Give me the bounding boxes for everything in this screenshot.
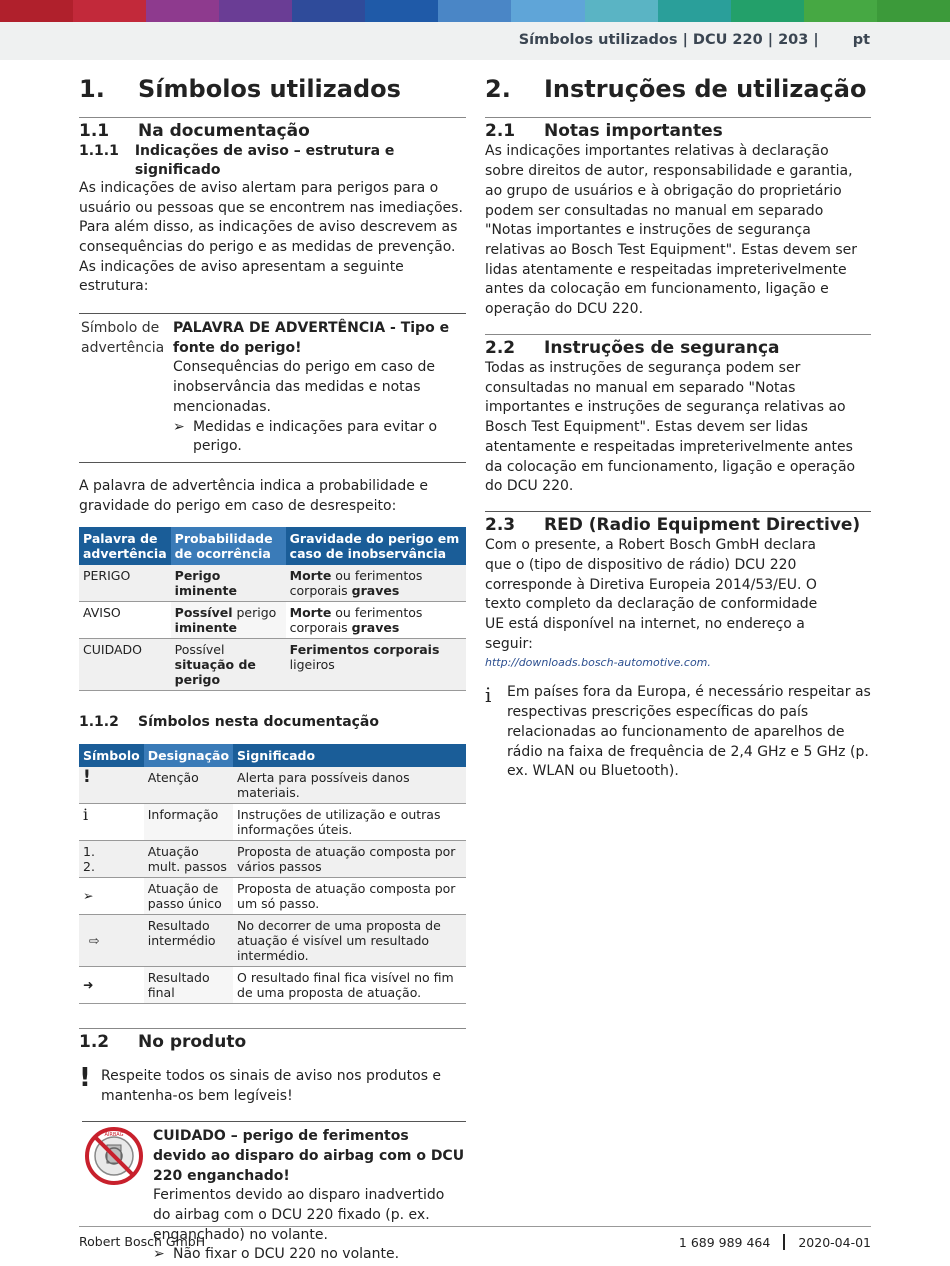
left-column <box>79 74 466 1266</box>
downloads-link[interactable]: http://downloads.bosch-automotive.com. <box>485 656 711 670</box>
bold-arrow-icon: ➜ <box>83 977 94 993</box>
chapter-2-heading: 2. Instruções de utilização <box>485 74 871 118</box>
arrowhead-icon: ➢ <box>83 888 94 904</box>
section-1-1-1-heading: 1.1.1 Indicações de aviso – estrutura e significado <box>79 143 395 178</box>
section-2-3-heading: 2.3 RED (Radio Equipment Directive) <box>485 514 861 535</box>
footer-company: Robert Bosch GmbH <box>79 1234 206 1249</box>
section-1-2-heading: 1.2 No produto <box>79 1031 247 1052</box>
right-column <box>485 74 871 782</box>
running-title: Símbolos utilizados | DCU 220 | 203 | <box>518 32 819 48</box>
section-2-1-heading: 2.1 Notas importantes <box>485 121 723 142</box>
table-row: i Informação Instruções de utilização e outras informações úteis. <box>79 803 466 840</box>
exclamation-icon: ! <box>83 766 91 787</box>
airbag-warning-heading: CUIDADO – perigo de ferimentos devido ao disparo do airbag com o DCU 220 enganchado! <box>153 1128 465 1184</box>
footer-separator <box>783 1234 785 1250</box>
running-header <box>519 32 870 48</box>
hollow-arrow-icon: ⇨ <box>89 932 100 948</box>
arrowhead-icon: ➢ <box>153 1246 165 1263</box>
column-header: Designação <box>144 744 233 767</box>
section-divider <box>485 334 871 335</box>
section-divider <box>79 1028 466 1029</box>
warning-step: ➢ Medidas e indicações para evitar o perigo. <box>173 418 466 457</box>
column-header: Significado <box>233 744 466 767</box>
footer-rule <box>79 1226 871 1227</box>
color-bar-segment <box>0 0 73 22</box>
symbols-table <box>79 744 466 1004</box>
warning-structure-box <box>79 313 466 463</box>
document-number: 1 689 989 464 <box>678 1234 771 1250</box>
product-note: ! Respeite todos os sinais de aviso nos produtos e mantenha-os bem legíveis! <box>79 1067 466 1106</box>
warning-consequence: Consequências do perigo em caso de inobservância das medidas e notas mencionadas. <box>173 359 436 415</box>
color-bar-segment <box>146 0 219 22</box>
svg-text:AIRBAG: AIRBAG <box>104 1132 124 1139</box>
color-bar-segment <box>877 0 950 22</box>
document-date: 2020-04-01 <box>798 1234 871 1250</box>
color-bar-segment <box>219 0 292 22</box>
important-notes-text: As indicações importantes relativas à declaração sobre direitos de autor, responsabilidade e garantia, ao grupo de usuários e à obrigação do proprietário podem ser consultadas no manual em separado "Notas importantes e instruções de segurança relativas ao Bosch Test Equipment". Estas devem ser lidas atentamente e respeitadas impreterivelmente antes da colocação em funcionamento, ligação e operação do DCU 220. <box>485 143 858 318</box>
exclamation-icon: ! <box>79 1062 91 1093</box>
signal-word-table <box>79 527 466 691</box>
color-bar-segment <box>658 0 731 22</box>
table-row: ! Atenção Alerta para possíveis danos materiais. <box>79 767 466 804</box>
warning-heading: PALAVRA DE ADVERTÊNCIA - Tipo e fonte do perigo! <box>173 320 450 356</box>
radio-info-note: i Em países fora da Europa, é necessário respeitar as respectivas prescrições específicas do país relacionadas ao funcionamento de aparelhos de rádio na faixa de frequência de 2,4 GHz e 5 GHz (p. ex. WLAN ou Bluetooth). <box>485 683 871 782</box>
color-bar-segment <box>511 0 584 22</box>
table-row: CUIDADO Possível situação de perigo Ferimentos corporais ligeiros <box>79 639 466 691</box>
color-bar-segment <box>292 0 365 22</box>
color-bar-segment <box>438 0 511 22</box>
brand-color-bar <box>0 0 950 22</box>
airbag-warning-step: ➢ Não fixar o DCU 220 no volante. <box>153 1245 466 1265</box>
color-bar-segment <box>804 0 877 22</box>
color-bar-segment <box>585 0 658 22</box>
signal-word-intro: A palavra de advertência indica a probabilidade e gravidade do perigo em caso de desrespeito: <box>79 477 428 514</box>
column-header: Probabilidade de ocorrência <box>171 527 286 565</box>
chapter-1-heading: 1. Símbolos utilizados <box>79 74 466 118</box>
color-bar-segment <box>365 0 438 22</box>
table-row: ➜ Resultado final O resultado final fica visível no fim de uma proposta de atuação. <box>79 966 466 1003</box>
numbered-steps-icon: 1. 2. <box>83 843 95 874</box>
warning-symbol-label: Símbolo de advertência <box>81 320 165 356</box>
info-icon: i <box>83 804 89 824</box>
column-header: Palavra de advertência <box>79 527 171 565</box>
column-header: Gravidade do perigo em caso de inobservância <box>286 527 466 565</box>
safety-instructions-text: Todas as instruções de segurança podem ser consultadas no manual em separado "Notas importantes e instruções de segurança relativas ao Bosch Test Equipment". Estas devem ser lidas atentamente e respeitadas impreterivelmente antes da colocação em funcionamento, ligação e operação do DCU 220. <box>485 360 856 495</box>
color-bar-segment <box>731 0 804 22</box>
footer-meta <box>679 1234 871 1250</box>
table-row: ➢ Atuação de passo único Proposta de atuação composta por um só passo. <box>79 877 466 914</box>
airbag-warning-consequence: Ferimentos devido ao disparo inadvertido do airbag com o DCU 220 fixado (p. ex. enganchado) no volante. <box>153 1187 445 1243</box>
info-icon: i <box>485 683 492 708</box>
arrowhead-icon: ➢ <box>173 418 185 435</box>
table-row: PERIGO Perigo iminente Morte ou ferimentos corporais graves <box>79 565 466 602</box>
language-code: pt <box>852 32 870 48</box>
section-divider <box>485 511 871 512</box>
table-row: AVISO Possível perigo iminente Morte ou ferimentos corporais graves <box>79 602 466 639</box>
table-row: ⇨ Resultado intermédio No decorrer de uma proposta de atuação é visível um resultado intermédio. <box>79 914 466 966</box>
table-row: 1. 2. Atuação mult. passos Proposta de atuação composta por vários passos <box>79 840 466 877</box>
no-airbag-mount-icon <box>85 1127 143 1185</box>
column-header: Símbolo <box>79 744 144 767</box>
section-2-2-heading: 2.2 Instruções de segurança <box>485 337 780 358</box>
section-1-1-heading: 1.1 Na documentação <box>79 121 310 142</box>
warning-intro-text: As indicações de aviso alertam para perigos para o usuário ou pessoas que se encontrem nas imediações. Para além disso, as indicações de aviso descrevem as consequências do perigo e as medidas de prevenção. As indicações de aviso apresentam a seguinte estrutura: <box>79 179 463 295</box>
color-bar-segment <box>73 0 146 22</box>
red-declaration-text: Com o presente, a Robert Bosch GmbH declara que o (tipo de dispositivo de rádio) DCU 220 corresponde à Diretiva Europeia 2014/53/EU. O texto completo da declaração de conformidade UE está disponível na internet, no endereço a seguir: <box>485 537 818 652</box>
section-1-1-2-heading: 1.1.2 Símbolos nesta documentação <box>79 714 380 731</box>
